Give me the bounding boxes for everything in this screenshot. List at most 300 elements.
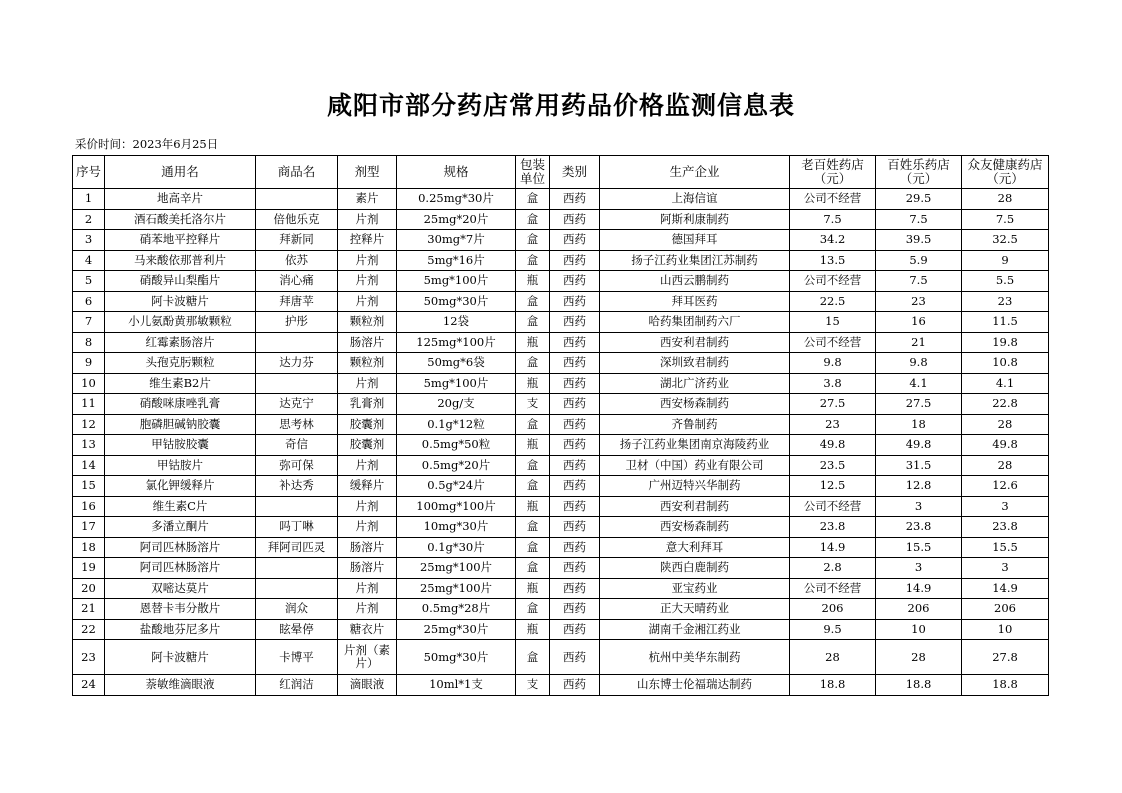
category-cell: 西药 [550,332,600,353]
row-number-cell: 21 [73,599,105,620]
category-cell: 西药 [550,537,600,558]
price-baixingle-cell: 39.5 [876,230,962,251]
specification-cell: 0.5mg*20片 [397,455,516,476]
dosage-form-cell: 片剂 [338,209,397,230]
row-number-cell: 7 [73,312,105,333]
price-laobaixing-cell: 9.8 [790,353,876,374]
price-baixingle-cell: 7.5 [876,271,962,292]
price-laobaixing-cell: 28 [790,640,876,675]
price-laobaixing-cell: 27.5 [790,394,876,415]
dosage-form-cell: 片剂 [338,599,397,620]
package-unit-cell: 盒 [516,537,550,558]
table-row [73,353,1049,374]
price-laobaixing-cell: 23.8 [790,517,876,538]
package-unit-cell: 盒 [516,599,550,620]
dosage-form-cell: 片剂 [338,496,397,517]
row-number-cell: 16 [73,496,105,517]
price-baixingle-cell: 7.5 [876,209,962,230]
row-number-cell: 22 [73,619,105,640]
generic-name-cell: 盐酸地芬尼多片 [105,619,256,640]
package-unit-cell: 盒 [516,455,550,476]
price-zhongyou-cell: 10.8 [962,353,1049,374]
row-number-cell: 15 [73,476,105,497]
package-unit-cell: 支 [516,675,550,696]
table-row [73,455,1049,476]
generic-name-cell: 硝酸咪康唑乳膏 [105,394,256,415]
price-baixingle-cell: 49.8 [876,435,962,456]
brand-name-cell: 护彤 [256,312,338,333]
specification-cell: 25mg*30片 [397,619,516,640]
row-number-cell: 14 [73,455,105,476]
manufacturer-cell: 西安杨森制药 [600,517,790,538]
category-cell: 西药 [550,455,600,476]
category-cell: 西药 [550,353,600,374]
manufacturer-cell: 广州迈特兴华制药 [600,476,790,497]
price-laobaixing-cell: 14.9 [790,537,876,558]
generic-name-cell: 氯化钾缓释片 [105,476,256,497]
package-unit-cell: 盒 [516,517,550,538]
price-baixingle-cell: 23.8 [876,517,962,538]
price-zhongyou-cell: 23.8 [962,517,1049,538]
package-unit-cell: 支 [516,394,550,415]
specification-cell: 0.5g*24片 [397,476,516,497]
brand-name-cell: 补达秀 [256,476,338,497]
row-number-cell: 12 [73,414,105,435]
manufacturer-cell: 西安利君制药 [600,496,790,517]
price-zhongyou-cell: 4.1 [962,373,1049,394]
price-laobaixing-cell: 23 [790,414,876,435]
category-cell: 西药 [550,558,600,579]
col-header: 规格 [397,156,516,189]
price-baixingle-cell: 21 [876,332,962,353]
price-zhongyou-cell: 3 [962,558,1049,579]
generic-name-cell: 多潘立酮片 [105,517,256,538]
price-laobaixing-cell: 49.8 [790,435,876,456]
brand-name-cell: 眩晕停 [256,619,338,640]
price-zhongyou-cell: 10 [962,619,1049,640]
manufacturer-cell: 德国拜耳 [600,230,790,251]
dosage-form-cell: 肠溶片 [338,332,397,353]
price-laobaixing-cell: 公司不经营 [790,578,876,599]
price-baixingle-cell: 29.5 [876,189,962,210]
package-unit-cell: 盒 [516,230,550,251]
col-header: 商品名 [256,156,338,189]
category-cell: 西药 [550,189,600,210]
price-zhongyou-cell: 19.8 [962,332,1049,353]
brand-name-cell: 依苏 [256,250,338,271]
dosage-form-cell: 颗粒剂 [338,312,397,333]
col-header: 通用名 [105,156,256,189]
brand-name-cell: 拜新同 [256,230,338,251]
package-unit-cell: 瓶 [516,271,550,292]
dosage-form-cell: 胶囊剂 [338,435,397,456]
manufacturer-cell: 正大天晴药业 [600,599,790,620]
generic-name-cell: 甲钴胺胶囊 [105,435,256,456]
price-laobaixing-cell: 18.8 [790,675,876,696]
manufacturer-cell: 湖南千金湘江药业 [600,619,790,640]
price-laobaixing-cell: 15 [790,312,876,333]
price-zhongyou-cell: 15.5 [962,537,1049,558]
package-unit-cell: 盒 [516,353,550,374]
manufacturer-cell: 陕西白鹿制药 [600,558,790,579]
package-unit-cell: 瓶 [516,619,550,640]
manufacturer-cell: 拜耳医药 [600,291,790,312]
price-laobaixing-cell: 3.8 [790,373,876,394]
specification-cell: 50mg*30片 [397,291,516,312]
row-number-cell: 24 [73,675,105,696]
price-zhongyou-cell: 27.8 [962,640,1049,675]
manufacturer-cell: 意大利拜耳 [600,537,790,558]
table-row [73,578,1049,599]
dosage-form-cell: 片剂 [338,250,397,271]
table-row [73,675,1049,696]
row-number-cell: 3 [73,230,105,251]
price-baixingle-cell: 31.5 [876,455,962,476]
package-unit-cell: 盒 [516,640,550,675]
row-number-cell: 5 [73,271,105,292]
generic-name-cell: 甲钴胺片 [105,455,256,476]
price-baixingle-cell: 206 [876,599,962,620]
price-laobaixing-cell: 7.5 [790,209,876,230]
category-cell: 西药 [550,291,600,312]
row-number-cell: 2 [73,209,105,230]
dosage-form-cell: 缓释片 [338,476,397,497]
specification-cell: 0.5mg*28片 [397,599,516,620]
manufacturer-cell: 山东博士伦福瑞达制药 [600,675,790,696]
col-header: 类别 [550,156,600,189]
price-baixingle-cell: 3 [876,496,962,517]
row-number-cell: 13 [73,435,105,456]
price-zhongyou-cell: 5.5 [962,271,1049,292]
price-zhongyou-cell: 9 [962,250,1049,271]
specification-cell: 125mg*100片 [397,332,516,353]
specification-cell: 50mg*30片 [397,640,516,675]
price-zhongyou-cell: 206 [962,599,1049,620]
price-baixingle-cell: 10 [876,619,962,640]
price-laobaixing-cell: 206 [790,599,876,620]
row-number-cell: 23 [73,640,105,675]
price-baixingle-cell: 23 [876,291,962,312]
specification-cell: 100mg*100片 [397,496,516,517]
table-row [73,476,1049,497]
specification-cell: 5mg*100片 [397,373,516,394]
category-cell: 西药 [550,414,600,435]
price-baixingle-cell: 4.1 [876,373,962,394]
category-cell: 西药 [550,578,600,599]
page-title: 咸阳市部分药店常用药品价格监测信息表 [326,91,795,120]
specification-cell: 0.25mg*30片 [397,189,516,210]
specification-cell: 5mg*16片 [397,250,516,271]
package-unit-cell: 瓶 [516,496,550,517]
specification-cell: 50mg*6袋 [397,353,516,374]
price-zhongyou-cell: 22.8 [962,394,1049,415]
table-row [73,291,1049,312]
manufacturer-cell: 山西云鹏制药 [600,271,790,292]
price-baixingle-cell: 3 [876,558,962,579]
price-zhongyou-cell: 23 [962,291,1049,312]
row-number-cell: 8 [73,332,105,353]
table-row [73,271,1049,292]
manufacturer-cell: 卫材（中国）药业有限公司 [600,455,790,476]
generic-name-cell: 维生素B2片 [105,373,256,394]
table-row [73,619,1049,640]
table-row [73,599,1049,620]
brand-name-cell: 拜阿司匹灵 [256,537,338,558]
manufacturer-cell: 杭州中美华东制药 [600,640,790,675]
manufacturer-cell: 亚宝药业 [600,578,790,599]
generic-name-cell: 硝苯地平控释片 [105,230,256,251]
col-header: 众友健康药店（元） [962,156,1049,189]
dosage-form-cell: 片剂 [338,455,397,476]
brand-name-cell: 吗丁啉 [256,517,338,538]
dosage-form-cell: 滴眼液 [338,675,397,696]
category-cell: 西药 [550,312,600,333]
brand-name-cell [256,496,338,517]
brand-name-cell: 奇信 [256,435,338,456]
brand-name-cell [256,373,338,394]
brand-name-cell: 弥可保 [256,455,338,476]
price-zhongyou-cell: 28 [962,455,1049,476]
manufacturer-cell: 哈药集团制药六厂 [600,312,790,333]
table-row [73,394,1049,415]
price-laobaixing-cell: 13.5 [790,250,876,271]
table-row [73,250,1049,271]
price-laobaixing-cell: 公司不经营 [790,332,876,353]
category-cell: 西药 [550,496,600,517]
brand-name-cell: 拜唐苹 [256,291,338,312]
generic-name-cell: 地高辛片 [105,189,256,210]
package-unit-cell: 盒 [516,250,550,271]
price-zhongyou-cell: 18.8 [962,675,1049,696]
price-zhongyou-cell: 32.5 [962,230,1049,251]
col-header: 剂型 [338,156,397,189]
generic-name-cell: 维生素C片 [105,496,256,517]
manufacturer-cell: 深圳致君制药 [600,353,790,374]
dosage-form-cell: 胶囊剂 [338,414,397,435]
package-unit-cell: 瓶 [516,578,550,599]
manufacturer-cell: 阿斯利康制药 [600,209,790,230]
category-cell: 西药 [550,250,600,271]
category-cell: 西药 [550,599,600,620]
col-header: 序号 [73,156,105,189]
col-header: 百姓乐药店（元） [876,156,962,189]
price-baixingle-cell: 5.9 [876,250,962,271]
table-header-row [73,156,1049,189]
generic-name-cell: 头孢克肟颗粒 [105,353,256,374]
package-unit-cell: 瓶 [516,332,550,353]
brand-name-cell [256,558,338,579]
row-number-cell: 11 [73,394,105,415]
price-baixingle-cell: 18.8 [876,675,962,696]
row-number-cell: 19 [73,558,105,579]
category-cell: 西药 [550,476,600,497]
specification-cell: 10mg*30片 [397,517,516,538]
dosage-form-cell: 肠溶片 [338,537,397,558]
table-row [73,332,1049,353]
col-header: 老百姓药店（元） [790,156,876,189]
price-laobaixing-cell: 34.2 [790,230,876,251]
specification-cell: 25mg*100片 [397,558,516,579]
row-number-cell: 6 [73,291,105,312]
brand-name-cell [256,578,338,599]
category-cell: 西药 [550,640,600,675]
price-laobaixing-cell: 公司不经营 [790,271,876,292]
package-unit-cell: 瓶 [516,435,550,456]
category-cell: 西药 [550,271,600,292]
price-baixingle-cell: 18 [876,414,962,435]
table-row [73,537,1049,558]
price-laobaixing-cell: 公司不经营 [790,496,876,517]
specification-cell: 10ml*1支 [397,675,516,696]
manufacturer-cell: 上海信谊 [600,189,790,210]
package-unit-cell: 盒 [516,209,550,230]
dosage-form-cell: 颗粒剂 [338,353,397,374]
row-number-cell: 18 [73,537,105,558]
row-number-cell: 9 [73,353,105,374]
brand-name-cell: 达力芬 [256,353,338,374]
col-header: 包装单位 [516,156,550,189]
manufacturer-cell: 齐鲁制药 [600,414,790,435]
price-laobaixing-cell: 9.5 [790,619,876,640]
dosage-form-cell: 片剂 [338,517,397,538]
brand-name-cell [256,189,338,210]
dosage-form-cell: 片剂 [338,291,397,312]
specification-cell: 30mg*7片 [397,230,516,251]
manufacturer-cell: 西安利君制药 [600,332,790,353]
price-zhongyou-cell: 49.8 [962,435,1049,456]
row-number-cell: 10 [73,373,105,394]
price-laobaixing-cell: 公司不经营 [790,189,876,210]
price-zhongyou-cell: 12.6 [962,476,1049,497]
generic-name-cell: 小儿氨酚黄那敏颗粒 [105,312,256,333]
generic-name-cell: 红霉素肠溶片 [105,332,256,353]
price-laobaixing-cell: 12.5 [790,476,876,497]
brand-name-cell [256,332,338,353]
generic-name-cell: 胞磷胆碱钠胶囊 [105,414,256,435]
manufacturer-cell: 扬子江药业集团江苏制药 [600,250,790,271]
specification-cell: 25mg*20片 [397,209,516,230]
dosage-form-cell: 控释片 [338,230,397,251]
price-baixingle-cell: 14.9 [876,578,962,599]
brand-name-cell: 倍他乐克 [256,209,338,230]
specification-cell: 0.5mg*50粒 [397,435,516,456]
price-zhongyou-cell: 11.5 [962,312,1049,333]
dosage-form-cell: 片剂 [338,271,397,292]
price-baixingle-cell: 28 [876,640,962,675]
survey-date: 采价时间：2023年6月25日 [75,137,219,151]
price-table [72,155,1049,696]
price-zhongyou-cell: 28 [962,414,1049,435]
generic-name-cell: 阿卡波糖片 [105,640,256,675]
row-number-cell: 1 [73,189,105,210]
category-cell: 西药 [550,435,600,456]
row-number-cell: 4 [73,250,105,271]
price-baixingle-cell: 27.5 [876,394,962,415]
category-cell: 西药 [550,394,600,415]
price-laobaixing-cell: 23.5 [790,455,876,476]
dosage-form-cell: 片剂 [338,578,397,599]
category-cell: 西药 [550,230,600,251]
generic-name-cell: 阿卡波糖片 [105,291,256,312]
price-baixingle-cell: 9.8 [876,353,962,374]
specification-cell: 12袋 [397,312,516,333]
specification-cell: 0.1g*12粒 [397,414,516,435]
manufacturer-cell: 湖北广济药业 [600,373,790,394]
brand-name-cell: 思考林 [256,414,338,435]
row-number-cell: 20 [73,578,105,599]
package-unit-cell: 盒 [516,291,550,312]
specification-cell: 25mg*100片 [397,578,516,599]
price-zhongyou-cell: 28 [962,189,1049,210]
row-number-cell: 17 [73,517,105,538]
price-zhongyou-cell: 14.9 [962,578,1049,599]
category-cell: 西药 [550,373,600,394]
category-cell: 西药 [550,619,600,640]
brand-name-cell: 卡博平 [256,640,338,675]
generic-name-cell: 阿司匹林肠溶片 [105,558,256,579]
table-row [73,558,1049,579]
table-row [73,312,1049,333]
dosage-form-cell: 糖衣片 [338,619,397,640]
brand-name-cell: 消心痛 [256,271,338,292]
price-baixingle-cell: 12.8 [876,476,962,497]
price-laobaixing-cell: 22.5 [790,291,876,312]
package-unit-cell: 盒 [516,558,550,579]
package-unit-cell: 盒 [516,476,550,497]
category-cell: 西药 [550,209,600,230]
generic-name-cell: 马来酸依那普利片 [105,250,256,271]
price-zhongyou-cell: 3 [962,496,1049,517]
dosage-form-cell: 乳膏剂 [338,394,397,415]
dosage-form-cell: 素片 [338,189,397,210]
price-zhongyou-cell: 7.5 [962,209,1049,230]
price-laobaixing-cell: 2.8 [790,558,876,579]
table-row [73,209,1049,230]
table-row [73,496,1049,517]
manufacturer-cell: 西安杨森制药 [600,394,790,415]
specification-cell: 0.1g*30片 [397,537,516,558]
table-row [73,435,1049,456]
dosage-form-cell: 片剂 [338,373,397,394]
package-unit-cell: 盒 [516,414,550,435]
generic-name-cell: 阿司匹林肠溶片 [105,537,256,558]
table-row [73,640,1049,675]
price-baixingle-cell: 15.5 [876,537,962,558]
price-baixingle-cell: 16 [876,312,962,333]
specification-cell: 5mg*100片 [397,271,516,292]
generic-name-cell: 恩替卡韦分散片 [105,599,256,620]
generic-name-cell: 萘敏维滴眼液 [105,675,256,696]
specification-cell: 20g/支 [397,394,516,415]
table-row [73,230,1049,251]
table-row [73,373,1049,394]
package-unit-cell: 盒 [516,312,550,333]
category-cell: 西药 [550,675,600,696]
generic-name-cell: 酒石酸美托洛尔片 [105,209,256,230]
col-header: 生产企业 [600,156,790,189]
brand-name-cell: 润众 [256,599,338,620]
category-cell: 西药 [550,517,600,538]
table-row [73,517,1049,538]
brand-name-cell: 红润洁 [256,675,338,696]
dosage-form-cell: 片剂（素片） [338,640,397,675]
manufacturer-cell: 扬子江药业集团南京海陵药业 [600,435,790,456]
package-unit-cell: 瓶 [516,373,550,394]
table-row [73,189,1049,210]
table-row [73,414,1049,435]
brand-name-cell: 达克宁 [256,394,338,415]
generic-name-cell: 硝酸异山梨酯片 [105,271,256,292]
